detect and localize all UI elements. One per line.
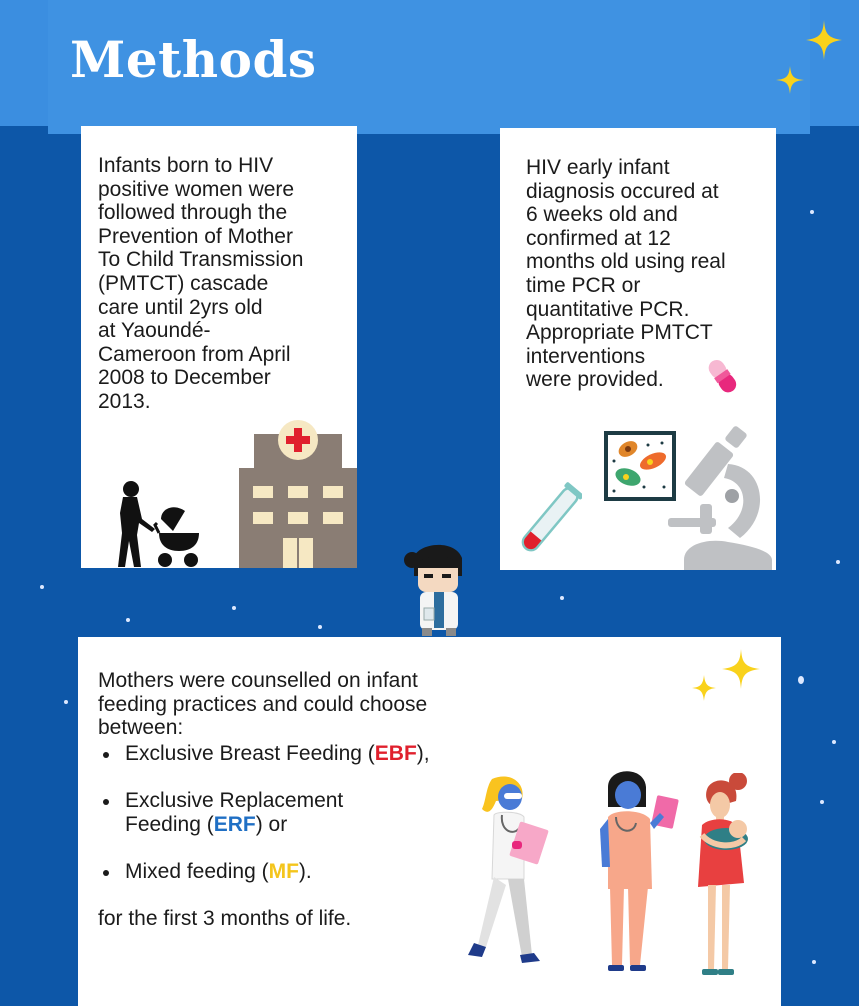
card-left-text: Infants born to HIV positive women were followed through the Prevention of Mother To Child Transmission (PMTCT) cascade care until 2yrs old at Yaoundé- Cameroon from April 2008 to December 2013. (98, 154, 304, 413)
star-dot (560, 596, 564, 600)
star-dot (318, 625, 322, 629)
abbr-mf: MF (268, 860, 299, 883)
list-item: Exclusive Replacement Feeding (ERF) or (98, 789, 498, 837)
star-dot (810, 210, 814, 214)
test-tube-icon (512, 482, 582, 564)
sparkle-icon (692, 675, 716, 701)
star-dot (232, 606, 236, 610)
page-title: Methods (70, 30, 317, 89)
list-item: Mixed feeding (MF). (98, 860, 498, 884)
pill-icon (706, 356, 740, 398)
microscope-icon (668, 426, 776, 570)
sparkle-icon (806, 20, 842, 60)
bacteria-slide-icon (604, 431, 676, 501)
card-bottom-outro: for the first 3 months of life. (98, 907, 352, 930)
star-dot (64, 700, 68, 704)
feeding-options-list (98, 742, 498, 884)
sparkle-icon (722, 649, 760, 689)
star-dot (812, 960, 816, 964)
card-diagnosis (500, 128, 776, 570)
abbr-ebf: EBF (374, 742, 417, 765)
card-right-text: HIV early infant diagnosis occured at 6 weeks old and confirmed at 12 months old using real time PCR or quantitative PCR. Appropriate PMTCT interventions were provided. (526, 156, 726, 392)
mother-baby-icon (686, 773, 766, 979)
mother-stroller-icon (115, 481, 203, 568)
hospital-icon (239, 416, 357, 568)
star-dot (798, 676, 804, 684)
card-bottom-intro: Mothers were counselled on infant feeding practices and could choose between: (98, 669, 428, 740)
star-dot (126, 618, 130, 622)
star-dot (832, 740, 836, 744)
list-item: Exclusive Breast Feeding (EBF), (98, 742, 498, 766)
nurse-icon (594, 769, 680, 979)
card-feeding (78, 637, 781, 1006)
doctor-icon (400, 538, 472, 636)
nurse-icon (462, 775, 562, 971)
star-dot (820, 800, 824, 804)
star-dot (836, 560, 840, 564)
card-study-population (81, 126, 357, 568)
sparkle-icon (776, 66, 804, 94)
abbr-erf: ERF (213, 813, 256, 836)
star-dot (40, 585, 44, 589)
